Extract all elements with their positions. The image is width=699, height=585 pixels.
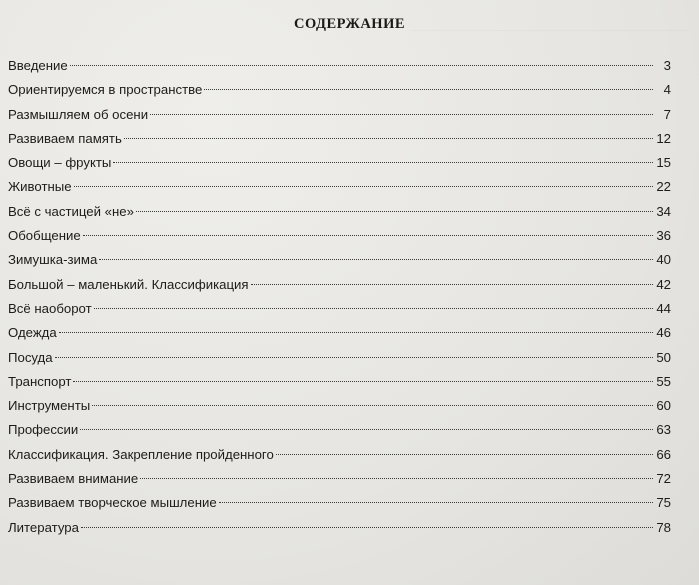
dot-leader [136, 211, 653, 212]
dot-leader [113, 162, 653, 163]
toc-entry-label: Инструменты [8, 398, 91, 414]
toc-entry [8, 491, 671, 515]
toc-entry [8, 224, 671, 248]
dot-leader [219, 502, 653, 503]
dot-leader [92, 405, 653, 406]
toc-entry-page: 34 [656, 203, 671, 219]
table-of-contents [8, 54, 671, 540]
toc-entry-page: 4 [663, 82, 671, 98]
dot-leader [55, 357, 653, 358]
toc-entry-page: 60 [656, 398, 671, 414]
toc-entry-label: Посуда [8, 349, 53, 365]
toc-entry-page: 55 [656, 373, 671, 389]
toc-entry [8, 175, 671, 199]
toc-entry [8, 103, 671, 127]
toc-entry-page: 15 [656, 155, 671, 171]
toc-entry-page: 78 [656, 519, 671, 535]
toc-entry [8, 443, 671, 467]
toc-entry-page: 3 [663, 58, 671, 73]
toc-entry-page: 75 [656, 495, 671, 511]
toc-entry-label: Развиваем творческое мышление [8, 495, 217, 511]
dot-leader [70, 65, 653, 66]
toc-entry-label: Большой – маленький. Классификация [8, 276, 249, 292]
toc-entry [8, 127, 671, 151]
toc-entry [8, 248, 671, 272]
dot-leader [74, 186, 653, 187]
toc-entry-page: 66 [656, 446, 671, 462]
toc-entry-label: Овощи – фрукты [8, 155, 112, 171]
dot-leader [140, 478, 653, 479]
toc-entry-label: Размышляем об осени [8, 106, 149, 122]
toc-entry-label: Зимушка-зима [8, 252, 98, 268]
toc-entry-page: 40 [656, 252, 671, 268]
toc-entry [8, 370, 671, 394]
dot-leader [204, 89, 653, 90]
toc-entry-page: 50 [656, 349, 671, 365]
toc-entry-page: 44 [656, 300, 671, 316]
dot-leader [80, 429, 653, 430]
toc-entry [8, 273, 671, 297]
toc-entry-label: Всё с частицей «не» [8, 203, 134, 219]
toc-entry [8, 78, 671, 102]
toc-entry-label: Одежда [8, 325, 57, 341]
toc-entry-page: 72 [656, 471, 671, 487]
toc-entry-page: 63 [656, 422, 671, 438]
toc-entry-label: Всё наоборот [8, 300, 92, 316]
dot-leader [83, 235, 653, 236]
toc-entry-label: Классификация. Закрепление пройденного [8, 446, 274, 462]
toc-entry [8, 200, 671, 224]
page-title: СОДЕРЖАНИЕ [293, 16, 406, 32]
toc-entry-label: Обобщение [8, 228, 81, 244]
toc-entry [8, 394, 671, 418]
dot-leader [73, 381, 653, 382]
dot-leader [81, 527, 653, 528]
dot-leader [150, 114, 653, 115]
toc-entry [8, 321, 671, 345]
dot-leader [124, 138, 653, 139]
dot-leader [94, 308, 653, 309]
toc-entry-page: 12 [656, 130, 671, 146]
toc-entry [8, 54, 671, 78]
toc-entry-label: Развиваем внимание [8, 471, 139, 487]
toc-entry [8, 516, 671, 540]
toc-entry [8, 346, 671, 370]
toc-entry-label: Литература [8, 519, 79, 535]
toc-entry-page: 46 [656, 325, 671, 341]
toc-entry [8, 467, 671, 491]
toc-entry-page: 36 [656, 228, 671, 244]
toc-entry [8, 297, 671, 321]
toc-entry-label: Профессии [8, 422, 79, 438]
toc-entry [8, 418, 671, 442]
toc-entry [8, 151, 671, 175]
toc-entry-label: Развиваем память [8, 130, 122, 146]
dot-leader [59, 332, 653, 333]
toc-entry-label: Транспорт [8, 373, 72, 389]
toc-entry-label: Животные [8, 179, 72, 195]
toc-entry-label: Ориентируемся в пространстве [8, 82, 203, 98]
dot-leader [251, 284, 653, 285]
dot-leader [99, 259, 653, 260]
toc-entry-page: 42 [656, 276, 671, 292]
dot-leader [276, 454, 653, 455]
toc-entry-page: 22 [656, 179, 671, 195]
toc-entry-page: 7 [663, 106, 671, 122]
toc-entry-label: Введение [8, 58, 68, 73]
